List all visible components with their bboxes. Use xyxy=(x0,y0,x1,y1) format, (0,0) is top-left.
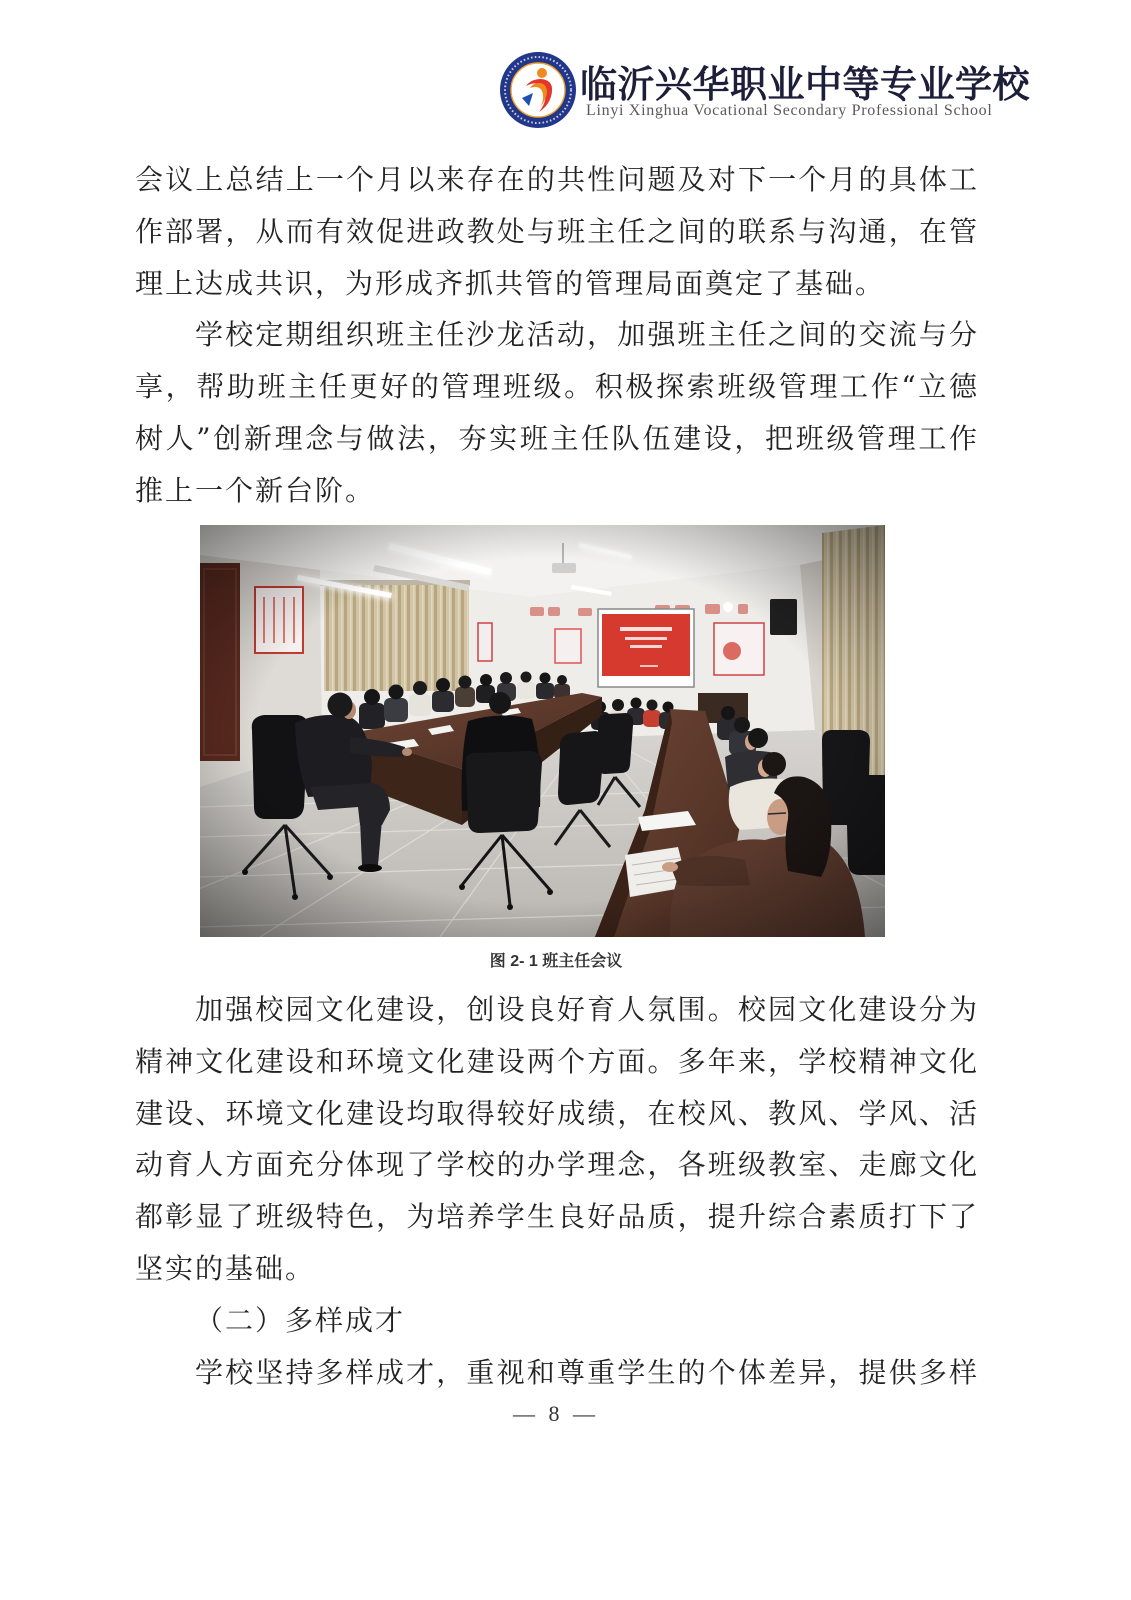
paragraph-diverse-talent xyxy=(135,1347,977,1399)
paragraph-line: 学校坚持多样成才，重视和尊重学生的个体差异，提供多样 xyxy=(195,1355,977,1389)
paragraph-meeting-summary xyxy=(135,154,977,309)
paragraph-line: 享，帮助班主任更好的管理班级。积极探索班级管理工作“立德 xyxy=(135,370,977,404)
paragraph-line: 精神文化建设和环境文化建设两个方面。多年来，学校精神文化 xyxy=(135,1044,977,1078)
section-heading: （二）多样成才 xyxy=(195,1303,406,1337)
page-number: — 8 — xyxy=(513,1401,599,1426)
paragraph-line: 作部署，从而有效促进政教处与班主任之间的联系与沟通，在管 xyxy=(135,214,977,248)
paragraph-line: 会议上总结上一个月以来存在的共性问题及对下一个月的具体工 xyxy=(135,163,977,196)
school-logo-icon xyxy=(499,51,577,129)
paragraph-line: 加强校园文化建设，创设良好育人氛围。校园文化建设分为 xyxy=(195,993,977,1026)
meeting-photo xyxy=(200,525,885,937)
school-name-english: Linyi Xinghua Vocational Secondary Professional School xyxy=(586,102,993,119)
paragraph-line: 坚实的基础。 xyxy=(135,1251,316,1285)
paragraph-campus-culture xyxy=(135,984,977,1295)
paragraph-line: 都彰显了班级特色，为培养学生良好品质，提升综合素质打下了 xyxy=(135,1200,977,1234)
paragraph-line: 学校定期组织班主任沙龙活动，加强班主任之间的交流与分 xyxy=(195,318,977,352)
body-text-bottom xyxy=(135,984,977,1398)
body-text-top xyxy=(135,154,977,517)
paragraph-teacher-salon xyxy=(135,309,977,516)
figure-caption: 图 2- 1 班主任会议 xyxy=(489,953,623,970)
photo-vignette xyxy=(200,525,885,937)
paragraph-line: 理上达成共识，为形成齐抓共管的管理局面奠定了基础。 xyxy=(135,266,886,300)
school-name-chinese: 临沂兴华职业中等专业学校 xyxy=(580,62,1030,106)
paragraph-line: 建设、环境文化建设均取得较好成绩，在校风、教风、学风、活 xyxy=(135,1096,977,1130)
paragraph-line: 动育人方面充分体现了学校的办学理念，各班级教室、走廊文化 xyxy=(135,1148,977,1182)
paragraph-line: 推上一个新台阶。 xyxy=(135,473,376,507)
paragraph-line: 树人”创新理念与做法，夯实班主任队伍建设，把班级管理工作 xyxy=(135,421,977,455)
